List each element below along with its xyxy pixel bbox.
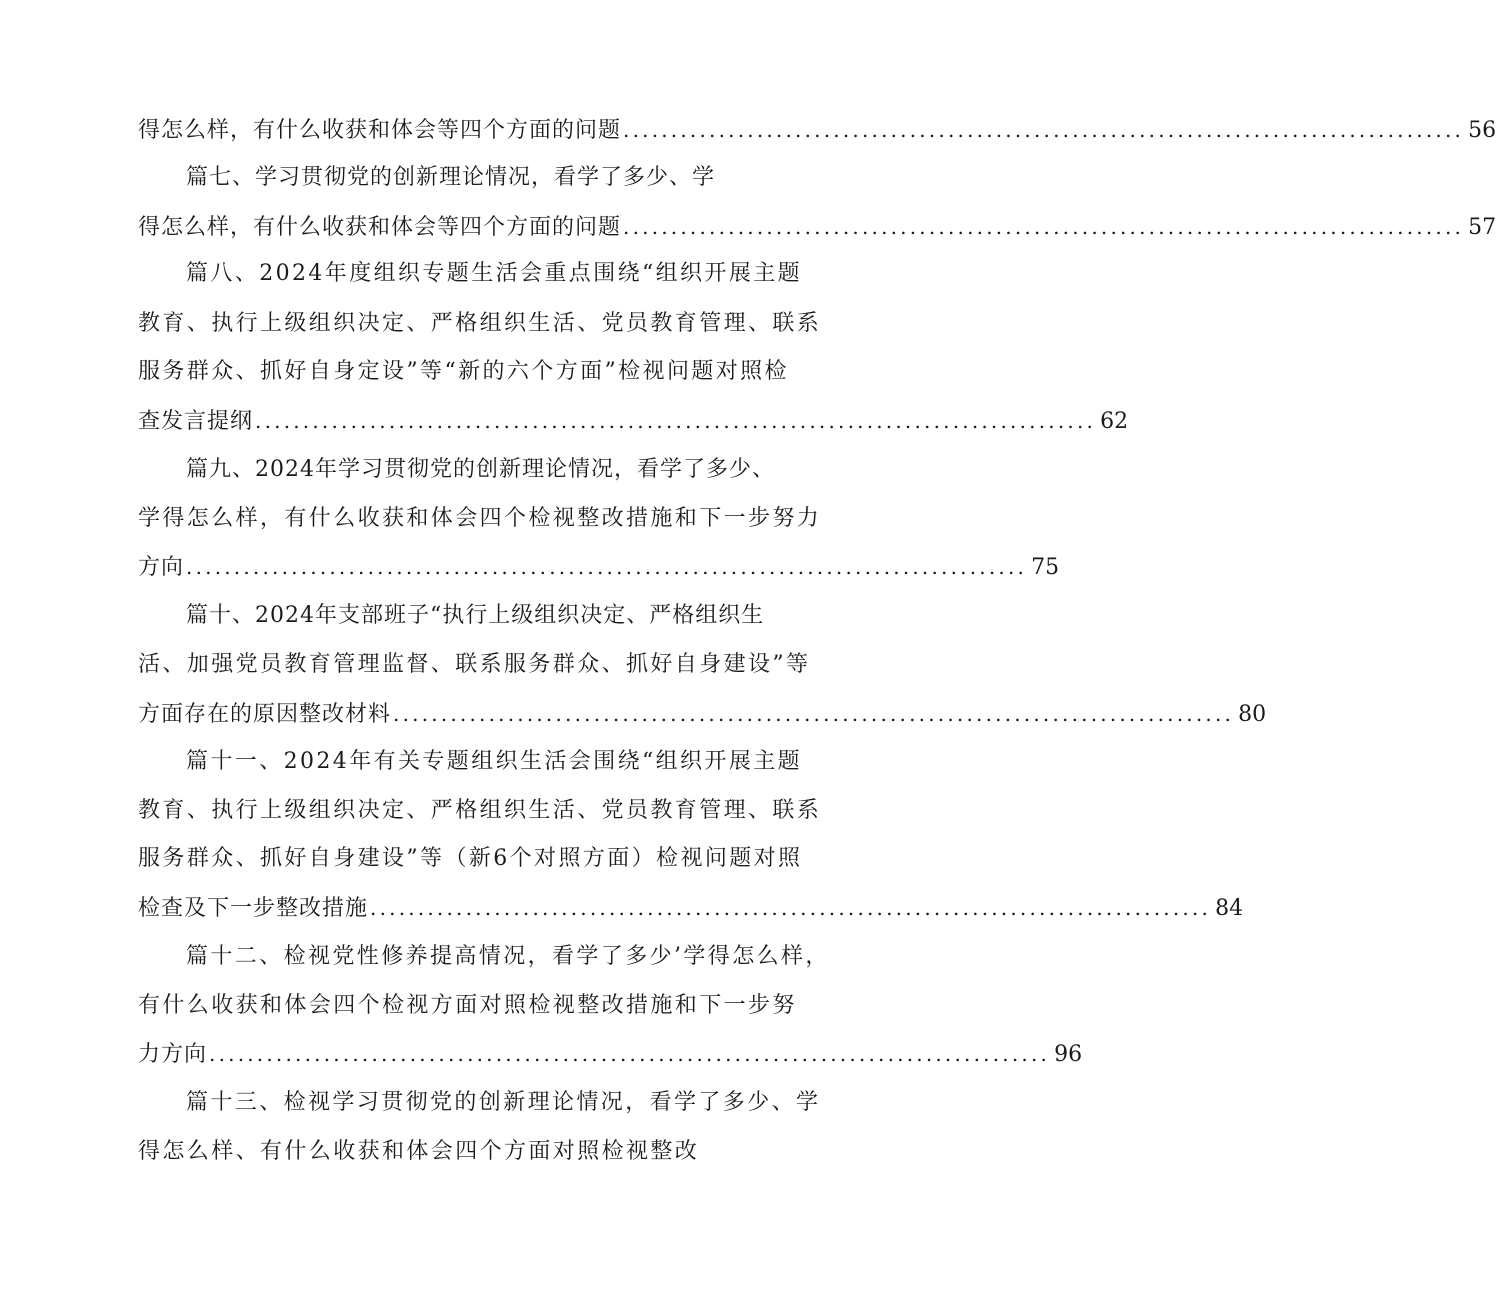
toc-leader-dots: ........................................................................................ [623,118,1465,142]
toc-entry-text: 有什么收获和体会四个检视方面对照检视整改措施和下一步努 [138,993,797,1018]
toc-entry-text: 篇七、学习贯彻党的创新理论情况，看学了多少、学 [186,165,716,190]
toc-entry-text: 教育、执行上级组织决定、严格组织生活、党员教育管理、联系 [138,311,822,336]
toc-page-number: 56 [1468,118,1496,143]
toc-line [138,397,1129,445]
toc-line [138,106,1496,154]
toc-line [138,300,822,348]
toc-line [138,835,803,883]
toc-line [138,884,1244,932]
toc-entry-text: 力方向 [138,1042,208,1067]
toc-entry-text: 教育、执行上级组织决定、严格组织生活、党员教育管理、联系 [138,798,822,823]
toc-entry-9-title [186,446,778,494]
toc-page-number: 84 [1215,896,1244,921]
toc-page-number: 75 [1031,555,1060,580]
toc-entry-7-title [186,154,778,202]
toc-line [138,1128,778,1176]
toc-entry-text: 方向 [138,555,185,580]
toc-entry-text: 篇十三、检视学习贯彻党的创新理论情况，看学了多少、学 [186,1090,821,1115]
toc-entry-text: 服务群众、抓好自身建设”等（新6个对照方面）检视问题对照 [138,846,803,871]
toc-entry-12-title [186,933,830,981]
toc-entry-text: 篇十、2024年支部班子“执行上级组织决定、严格组织生 [186,603,765,628]
toc-leader-dots: ........................................................................................ [623,215,1465,239]
toc-entry-text: 篇十二、检视党性修养提高情况，看学了多少’学得怎么样， [186,944,830,969]
toc-entry-text: 篇十一、2024年有关专题组织生活会围绕“组织开展主题 [186,749,803,774]
toc-leader-dots: ........................................................................................ [370,896,1212,920]
toc-line [138,690,1267,738]
toc-entry-text: 篇九、2024年学习贯彻党的创新理论情况，看学了多少、 [186,457,775,482]
toc-entry-text: 得怎么样，有什么收获和体会等四个方面的问题 [138,118,622,143]
toc-leader-dots: ........................................................................................ [186,555,1028,579]
toc-line [138,543,1060,591]
toc-page-number: 96 [1054,1042,1083,1067]
toc-line [138,203,1496,251]
toc-entry-text: 检查及下一步整改措施 [138,896,369,921]
toc-line [138,348,789,396]
toc-line [138,1030,1083,1078]
toc-entry-10-title [186,592,778,640]
toc-line [138,495,822,543]
toc-page-number: 57 [1468,215,1496,240]
toc-entry-13-title [186,1079,821,1127]
toc-line [138,982,797,1030]
toc-entry-text: 服务群众、抓好自身定设”等“新的六个方面”检视问题对照检 [138,359,789,384]
toc-page-number: 80 [1238,702,1267,727]
toc-leader-dots: ........................................................................................ [209,1042,1051,1066]
toc-entry-text: 查发言提纲 [138,409,254,434]
toc-entry-text: 方面存在的原因整改材料 [138,702,392,727]
toc-entry-text: 得怎么样、有什么收获和体会四个方面对照检视整改 [138,1139,700,1164]
toc-page-number: 62 [1100,409,1129,434]
toc-entry-11-title [186,738,803,786]
toc-entry-text: 学得怎么样，有什么收获和体会四个检视整改措施和下一步努力 [138,506,822,531]
toc-line [138,641,811,689]
toc-line [138,787,822,835]
toc-entry-text: 活、加强党员教育管理监督、联系服务群众、抓好自身建设”等 [138,652,811,677]
toc-leader-dots: ........................................................................................ [255,409,1097,433]
toc-leader-dots: ........................................................................................ [393,702,1235,726]
toc-entry-text: 得怎么样，有什么收获和体会等四个方面的问题 [138,215,622,240]
toc-entry-8-title [186,250,803,298]
toc-entry-text: 篇八、2024年度组织专题生活会重点围绕“组织开展主题 [186,261,803,286]
